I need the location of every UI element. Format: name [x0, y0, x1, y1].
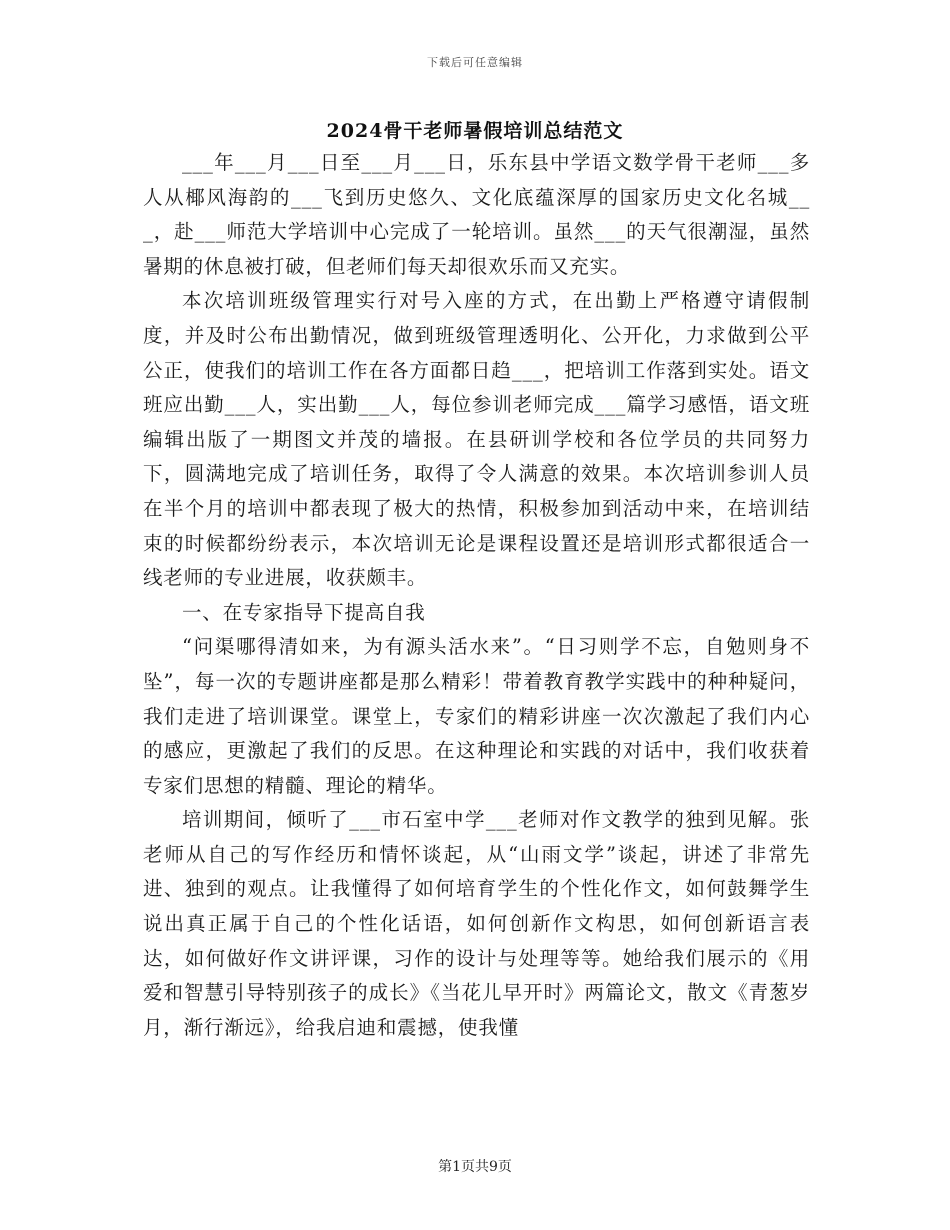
header-note: 下载后可任意编辑	[427, 56, 523, 69]
document-title: 2024骨干老师暑假培训总结范文	[326, 120, 624, 142]
paragraph-management: 本次培训班级管理实行对号入座的方式，在出勤上严格遵守请假制度，并及时公布出勤情况，做到班级管理透明化、公开化，力求做到公平公正，使我们的培训工作在各方面都日趋___，把培训工作落到实处。语文班应出勤___人，实出勤___人，每位参训老师完成___篇学习感悟，语文班编辑出版了一期图文并茂的墙报。在县研训学校和各位学员的共同努力下，圆满地完成了培训任务，取得了令人满意的效果。本次培训参训人员在半个月的培训中都表现了极大的热情，积极参加到活动中来，在培训结束的时候都纷纷表示，本次培训无论是课程设置还是培训形式都很适合一线老师的专业进展，收获颇丰。	[143, 289, 810, 590]
section-heading-1: 一、在专家指导下提高自我	[182, 600, 426, 624]
paragraph-expert-guidance: “问渠哪得清如来，为有源头活水来”。“日习则学不忘，自勉则身不坠”，每一次的专题讲座都是那么精彩！带着教育教学实践中的种种疑问，我们走进了培训课堂。课堂上，专家们的精彩讲座一次次激起了我们内心的感应，更激起了我们的反思。在这种理论和实践的对话中，我们收获着专家们思想的精髓、理论的精华。	[143, 635, 810, 797]
document-body	[143, 146, 810, 1045]
paragraph-intro: ___年___月___日至___月___日，乐东县中学语文数学骨干老师___多人从椰风海韵的___飞到历史悠久、文化底蕴深厚的国家历史文化名城___，赴___师范大学培训中心完成了一轮培训。虽然___的天气很潮湿，虽然暑期的休息被打破，但老师们每天却很欢乐而又充实。	[143, 151, 810, 278]
page-number: 第1页共9页	[438, 1159, 512, 1175]
paragraph-writing-teaching: 培训期间，倾听了___市石室中学___老师对作文教学的独到见解。张老师从自己的写作经历和情怀谈起，从“山雨文学”谈起，讲述了非常先进、独到的观点。让我懂得了如何培育学生的个性化作文，如何鼓舞学生说出真正属于自己的个性化话语，如何创新作文构思，如何创新语言表达，如何做好作文讲评课，习作的设计与处理等等。她给我们展示的《用爱和智慧引导特别孩子的成长》《当花儿早开时》两篇论文，散文《青葱岁月，渐行渐远》，给我启迪和震撼，使我懂	[143, 808, 810, 1039]
